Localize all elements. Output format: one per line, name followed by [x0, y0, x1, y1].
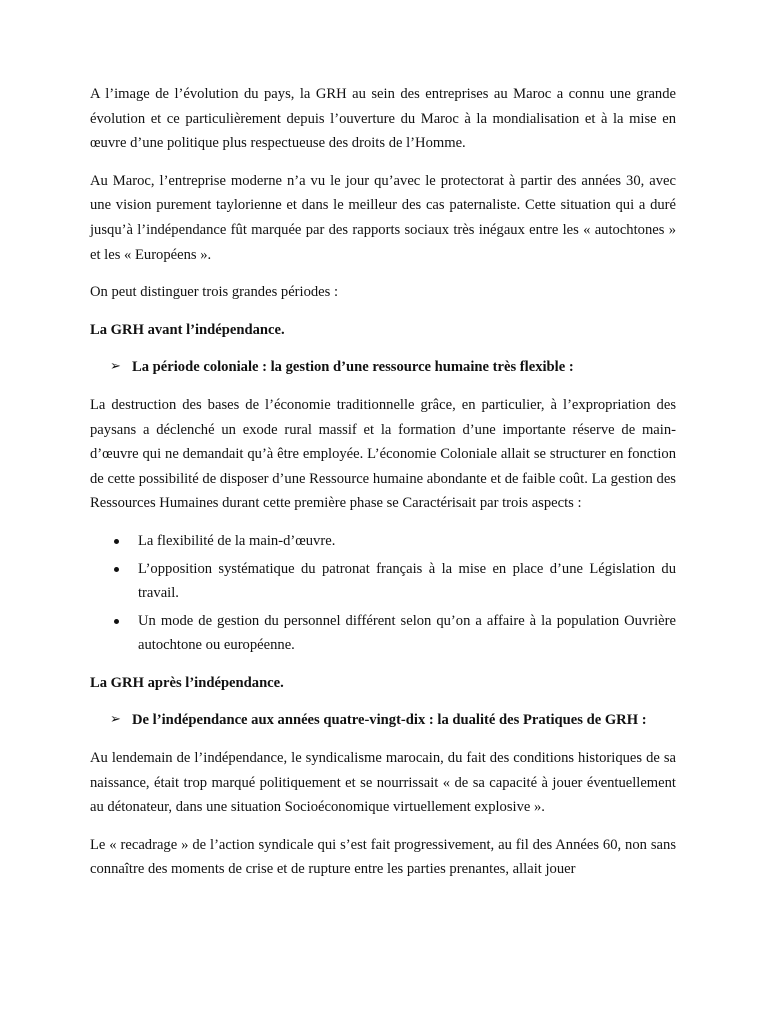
arrow-bullet-icon: ➢ [110, 359, 121, 375]
paragraph-protectorat: Au Maroc, l’entreprise moderne n’a vu le jour qu’avec le protectorat à partir des années 30, avec une vision purement taylorienne et dans le meilleur des cas paternaliste. Cette situation qui a duré jusqu’à l’indépendance fût marquée par des rapports sociaux très inégaux entre les « autochtones » et les « Européens ». [90, 172, 676, 263]
bullet-list-aspects [90, 529, 676, 658]
heading-avant-independance: La GRH avant l’indépendance. [90, 321, 285, 338]
paragraph-syndicalisme: Au lendemain de l’indépendance, le syndicalisme marocain, du fait des conditions historiques de sa naissance, était trop marqué politiquement et se nourrissait « de sa capacité à jouer éventuellement au détonateur, dans une situation Socioéconomique virtuellement explosive ». [90, 750, 676, 816]
list-item-text: L’opposition systématique du patronat français à la mise en place d’une Législation du travail. [138, 560, 676, 602]
paragraph-recadrage: Le « recadrage » de l’action syndicale qui s’est fait progressivement, au fil des Années 60, non sans connaître des moments de crise et de rupture entre les parties prenantes, allait jouer [90, 836, 676, 878]
list-item [90, 557, 676, 606]
paragraph-intro: A l’image de l’évolution du pays, la GRH au sein des entreprises au Maroc a connu une grande évolution et ce particulièrement depuis l’ouverture du Maroc à la mondialisation et à la mise en œuvre d’une politique plus respectueuse des droits de l’Homme. [90, 86, 676, 152]
paragraph-destruction: La destruction des bases de l’économie traditionnelle grâce, en particulier, à l’expropriation des paysans a déclenché un exode rural massif et la formation d’une importante réserve de main-d’œuvre qui ne demandait qu’à être employée. L’économie Coloniale allait se structurer en fonction de cette possibilité de disposer d’une Ressource humaine abondante et de faible coût. La gestion des Ressources Humaines durant cette première phase se Caractérisait par trois aspects : [90, 396, 676, 512]
list-item [90, 609, 676, 658]
arrow-bullet-icon: ➢ [110, 712, 121, 728]
heading-apres-independance: La GRH après l’indépendance. [90, 674, 284, 691]
subheading-dualite-pratiques-text: De l’indépendance aux années quatre-vingt-dix : la dualité des Pratiques de GRH : [132, 712, 647, 729]
round-bullet-icon [114, 619, 119, 624]
list-item-text: Un mode de gestion du personnel différent selon qu’on a affaire à la population Ouvrière autochtone ou européenne. [138, 612, 676, 654]
list-item [90, 529, 676, 554]
round-bullet-icon [114, 539, 119, 544]
list-item-text: La flexibilité de la main-d’œuvre. [138, 532, 336, 549]
round-bullet-icon [114, 567, 119, 572]
subheading-periode-coloniale [90, 355, 676, 380]
subheading-dualite-pratiques [90, 708, 676, 733]
subheading-periode-coloniale-text: La période coloniale : la gestion d’une ressource humaine très flexible : [132, 359, 574, 376]
paragraph-periodes: On peut distinguer trois grandes périodes : [90, 284, 339, 301]
